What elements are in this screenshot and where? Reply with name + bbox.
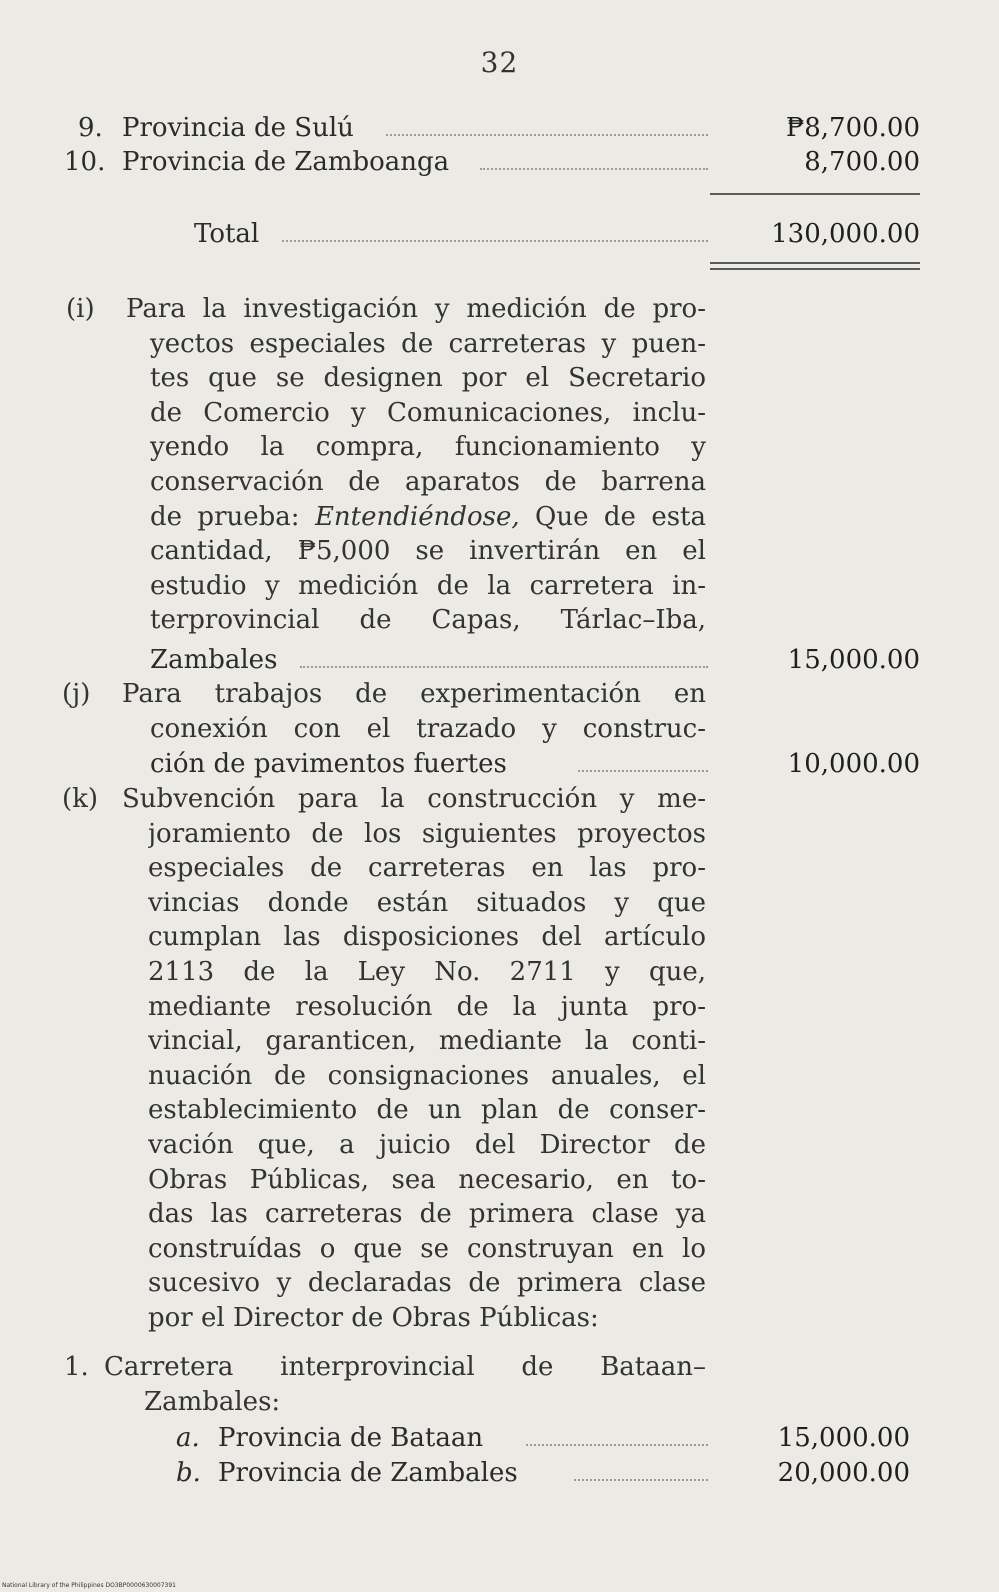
item-marker-k: (k)	[62, 784, 99, 814]
paragraph-k-body	[148, 817, 706, 1336]
text-line: vincias donde están situados y que	[148, 887, 706, 918]
road-1-title-cont: Zambales:	[144, 1387, 281, 1417]
subitem-zambales	[60, 1455, 910, 1491]
item-amount: 8,700.00	[804, 147, 920, 177]
subitem-bataan	[60, 1420, 910, 1456]
subitem-label: Provincia de Zambales	[218, 1458, 518, 1488]
text-line: Carretera interprovincial de Bataan–	[104, 1352, 706, 1382]
text-line: de Comercio y Comunicaciones, inclu-	[150, 397, 706, 428]
item-amount: 15,000.00	[787, 645, 920, 675]
item-label: Provincia de Sulú	[122, 113, 354, 143]
text-line: Zambales	[150, 645, 278, 675]
text-line: mediante resolución de la junta pro-	[148, 991, 706, 1022]
text-line: tes que se designen por el Secretario	[150, 363, 706, 394]
text-line: Obras Públicas, sea necesario, en to-	[148, 1164, 706, 1195]
subitem-letter: a.	[176, 1423, 200, 1453]
dot-leader	[300, 666, 708, 668]
item-label: Provincia de Zamboanga	[122, 147, 450, 177]
total-double-rule-top	[710, 262, 920, 264]
text-line: ción de pavimentos fuertes	[150, 749, 507, 779]
road-number: 1.	[64, 1352, 89, 1382]
dot-leader	[578, 770, 708, 772]
item-marker-j: (j)	[62, 679, 91, 709]
item-number: 10.	[64, 147, 106, 177]
footer-caption: National Library of the Philippines DO3BP0000630007391	[2, 1582, 176, 1589]
total-amount: 130,000.00	[771, 219, 920, 249]
dot-leader	[386, 134, 708, 136]
text-line: 2113 de la Ley No. 2711 y que,	[148, 956, 706, 987]
dot-leader	[480, 168, 708, 170]
text-line: sucesivo y declaradas de primera clase	[148, 1268, 706, 1299]
text-line: Para trabajos de experimentación en	[122, 679, 706, 709]
subtotal-rule	[710, 193, 920, 195]
page-number: 32	[480, 46, 519, 79]
paragraph-i	[126, 292, 706, 327]
text-line: Subvención para la construcción y me-	[122, 784, 706, 814]
item-amount: ₱8,700.00	[785, 113, 920, 143]
text-line: construídas o que se construyan en lo	[148, 1233, 706, 1264]
text-line: yectos especiales de carreteras y puen-	[150, 328, 706, 359]
text-line: especiales de carreteras en las pro-	[148, 853, 706, 884]
item-number: 9.	[78, 113, 103, 143]
text-line: vincial, garanticen, mediante la conti-	[148, 1026, 706, 1057]
line-item-sulu	[60, 110, 920, 146]
text-line: de prueba: Entendiéndose, Que de esta	[150, 501, 706, 532]
text-line: nuación de consignaciones anuales, el	[148, 1060, 706, 1091]
text-line: terprovincial de Capas, Tárlac–Iba,	[150, 605, 706, 636]
italic-term: Entendiéndose,	[314, 501, 520, 532]
total-label: Total	[194, 219, 260, 249]
subitem-letter: b.	[176, 1458, 201, 1488]
subitem-label: Provincia de Bataan	[218, 1423, 484, 1453]
dot-leader	[574, 1479, 708, 1481]
paragraph-k	[122, 782, 706, 817]
text-line: yendo la compra, funcionamiento y	[150, 432, 706, 463]
subitem-amount: 20,000.00	[777, 1458, 910, 1488]
paragraph-j	[122, 677, 706, 712]
item-j-last-line	[60, 746, 920, 782]
subitem-amount: 15,000.00	[777, 1423, 910, 1453]
text-line: joramiento de los siguientes proyectos	[148, 818, 706, 849]
text-line: conexión con el trazado y construc-	[150, 713, 706, 744]
dot-leader	[282, 240, 708, 242]
item-i-last-line	[60, 642, 920, 678]
paragraph-i-body	[150, 327, 706, 638]
dot-leader	[526, 1444, 708, 1446]
text-line: estudio y medición de la carretera in-	[150, 570, 706, 601]
text-line: establecimiento de un plan de conser-	[148, 1095, 706, 1126]
line-item-zamboanga	[60, 144, 920, 180]
text-line: Para la investigación y medición de pro-	[126, 294, 706, 324]
text-line: vación que, a juicio del Director de	[148, 1129, 706, 1160]
road-1-title	[104, 1350, 706, 1385]
item-marker-i: (i)	[66, 294, 95, 324]
item-amount: 10,000.00	[787, 749, 920, 779]
total-row	[60, 216, 920, 252]
text-line: por el Director de Obras Públicas:	[148, 1302, 599, 1333]
text-line: cumplan las disposiciones del artículo	[148, 922, 706, 953]
text-line: conservación de aparatos de barrena	[150, 466, 706, 497]
paragraph-j-body	[150, 712, 706, 747]
text-line: das las carreteras de primera clase ya	[148, 1199, 706, 1230]
text-line: cantidad, ₱5,000 se invertirán en el	[150, 536, 706, 567]
total-double-rule-bottom	[710, 268, 920, 270]
